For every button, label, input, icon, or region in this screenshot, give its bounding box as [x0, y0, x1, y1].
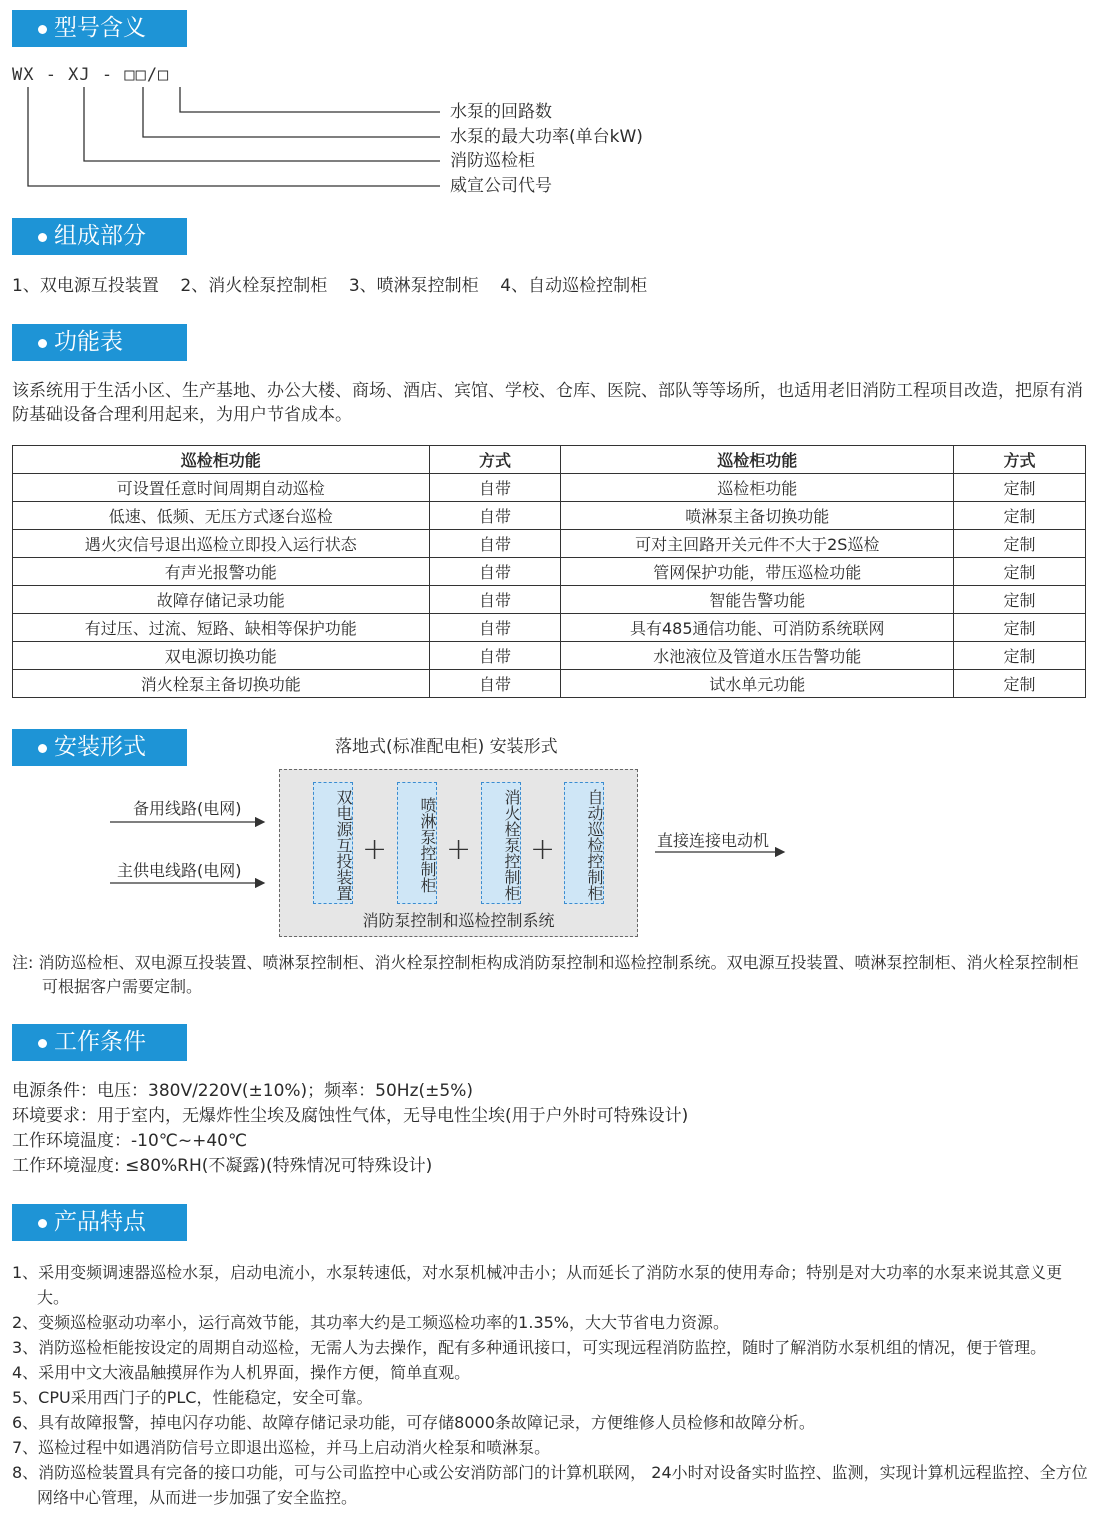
table-row [13, 670, 1086, 698]
bullet-icon [38, 1219, 47, 1228]
install-note [12, 951, 1090, 999]
feature-item: 3、消防巡检柜能按设定的周期自动巡检，无需人为去操作，配有多种通讯接口，可实现远程消防监控，随时了解消防水泵机组的情况，便于管理。 [12, 1338, 1047, 1357]
system-label: 消防泵控制和巡检控制系统 [362, 911, 555, 930]
input-main-line: 主供电线路(电网) [117, 861, 242, 880]
section-header-model: 型号含义 [12, 10, 187, 47]
features-list [12, 1260, 1090, 1510]
model-code: WX - XJ - □□/□ [12, 65, 170, 85]
column-header: 方式 [429, 446, 561, 474]
table-cell: 定制 [954, 670, 1086, 698]
table-cell: 双电源切换功能 [13, 642, 430, 670]
box-sprinkler-pump: 喷淋泵控制柜 [397, 782, 437, 904]
condition-item: 环境要求：用于室内，无爆炸性尘埃及腐蚀性气体，无导电性尘埃(用于户外时可特殊设计) [12, 1106, 689, 1126]
column-header: 巡检柜功能 [561, 446, 954, 474]
table-cell: 定制 [954, 474, 1086, 502]
table-cell: 低速、低频、无压方式逐台巡检 [13, 502, 430, 530]
bullet-icon [38, 339, 47, 348]
table-cell: 具有485通信功能、可消防系统联网 [561, 614, 954, 642]
condition-item: 工作环境温度：-10℃~+40℃ [12, 1131, 248, 1151]
table-cell: 定制 [954, 586, 1086, 614]
box-auto-inspect: 自动巡检控制柜 [564, 782, 604, 904]
section-header-functions: 功能表 [12, 324, 187, 361]
feature-item: 2、变频巡检驱动功率小，运行高效节能，其功率大约是工频巡检功率的1.35%，大大节省电力资源。 [12, 1313, 730, 1332]
table-cell: 故障存储记录功能 [13, 586, 430, 614]
table-cell: 可设置任意时间周期自动巡检 [13, 474, 430, 502]
table-cell: 自带 [429, 474, 561, 502]
table-cell: 定制 [954, 642, 1086, 670]
model-label-loops: 水泵的回路数 [450, 102, 552, 122]
plus-sign: + [362, 832, 388, 867]
plus-sign: + [530, 832, 556, 867]
feature-item: 5、CPU采用西门子的PLC，性能稳定，安全可靠。 [12, 1388, 373, 1407]
bullet-icon [38, 233, 47, 242]
feature-item: 7、巡检过程中如遇消防信号立即退出巡检，并马上启动消火栓泵和喷淋泵。 [12, 1438, 551, 1457]
table-row [13, 558, 1086, 586]
model-label-power: 水泵的最大功率(单台kW) [450, 127, 643, 147]
plus-sign: + [446, 832, 472, 867]
condition-item: 电源条件：电压：380V/220V(±10%)；频率：50Hz(±5%) [12, 1081, 473, 1101]
table-cell: 遇火灾信号退出巡检立即投入运行状态 [13, 530, 430, 558]
table-row [13, 642, 1086, 670]
section-header-install: 安装形式 [12, 729, 187, 766]
components-list: 1、双电源互投装置 2、消火栓泵控制柜 3、喷淋泵控制柜 4、自动巡检控制柜 [12, 276, 648, 296]
input-backup-line: 备用线路(电网) [133, 799, 242, 818]
output-motor: 直接连接电动机 [657, 831, 770, 850]
column-header: 方式 [954, 446, 1086, 474]
model-label-cabinet: 消防巡检柜 [450, 151, 535, 171]
table-cell: 自带 [429, 614, 561, 642]
box-dual-power: 双电源互投装置 [313, 782, 353, 904]
table-row [13, 586, 1086, 614]
table-cell: 可对主回路开关元件不大于2S巡检 [561, 530, 954, 558]
function-table [12, 445, 1086, 698]
table-cell: 自带 [429, 642, 561, 670]
box-hydrant-pump: 消火栓泵控制柜 [481, 782, 521, 904]
table-cell: 有声光报警功能 [13, 558, 430, 586]
intro-text: 该系统用于生活小区、生产基地、办公大楼、商场、酒店、宾馆、学校、仓库、医院、部队等等场所，也适用老旧消防工程项目改造，把原有消防基础设备合理利用起来，为用户节省成本。 [12, 381, 1083, 425]
section-header-components: 组成部分 [12, 218, 187, 255]
table-cell: 智能告警功能 [561, 586, 954, 614]
feature-item: 1、采用变频调速器巡检水泵，启动电流小，水泵转速低，对水泵机械冲击小；从而延长了消防水泵的使用寿命；特别是对大功率的水泵来说其意义更大。 [12, 1263, 1063, 1307]
install-title: 落地式(标准配电柜) 安装形式 [335, 737, 558, 757]
table-cell: 喷淋泵主备切换功能 [561, 502, 954, 530]
table-row [13, 614, 1086, 642]
bullet-icon [38, 744, 47, 753]
table-cell: 定制 [954, 558, 1086, 586]
table-row [13, 474, 1086, 502]
note-text: 注: 消防巡检柜、双电源互投装置、喷淋泵控制柜、消火栓泵控制柜构成消防泵控制和巡检控制系统。双电源互投装置、喷淋泵控制柜、消火栓泵控制柜可根据客户需要定制。 [12, 953, 1079, 996]
table-cell: 自带 [429, 502, 561, 530]
model-label-company: 威宣公司代号 [450, 176, 552, 196]
feature-item: 6、具有故障报警，掉电闪存功能、故障存储记录功能，可存储8000条故障记录，方便维修人员检修和故障分析。 [12, 1413, 815, 1432]
table-cell: 巡检柜功能 [561, 474, 954, 502]
table-cell: 自带 [429, 670, 561, 698]
table-cell: 定制 [954, 502, 1086, 530]
column-header: 巡检柜功能 [13, 446, 430, 474]
table-header-row [13, 446, 1086, 474]
table-cell: 定制 [954, 614, 1086, 642]
table-cell: 消火栓泵主备切换功能 [13, 670, 430, 698]
table-cell: 管网保护功能，带压巡检功能 [561, 558, 954, 586]
table-cell: 定制 [954, 530, 1086, 558]
table-cell: 水池液位及管道水压告警功能 [561, 642, 954, 670]
section-header-features: 产品特点 [12, 1204, 187, 1241]
table-row [13, 530, 1086, 558]
section-header-conditions: 工作条件 [12, 1024, 187, 1061]
feature-item: 8、消防巡检装置具有完备的接口功能，可与公司监控中心或公安消防部门的计算机联网， 24小时对设备实时监控、监测，实现计算机远程监控、全方位网络中心管理，从而进一步加强了安全监控。 [12, 1463, 1088, 1507]
bullet-icon [38, 1039, 47, 1048]
condition-item: 工作环境湿度: ≤80%RH(不凝露)(特殊情况可特殊设计) [12, 1156, 433, 1176]
table-cell: 自带 [429, 558, 561, 586]
table-cell: 自带 [429, 530, 561, 558]
conditions-list [12, 1079, 1090, 1179]
feature-item: 4、采用中文大液晶触摸屏作为人机界面，操作方便，简单直观。 [12, 1363, 471, 1382]
table-cell: 自带 [429, 586, 561, 614]
table-cell: 试水单元功能 [561, 670, 954, 698]
table-row [13, 502, 1086, 530]
table-cell: 有过压、过流、短路、缺相等保护功能 [13, 614, 430, 642]
